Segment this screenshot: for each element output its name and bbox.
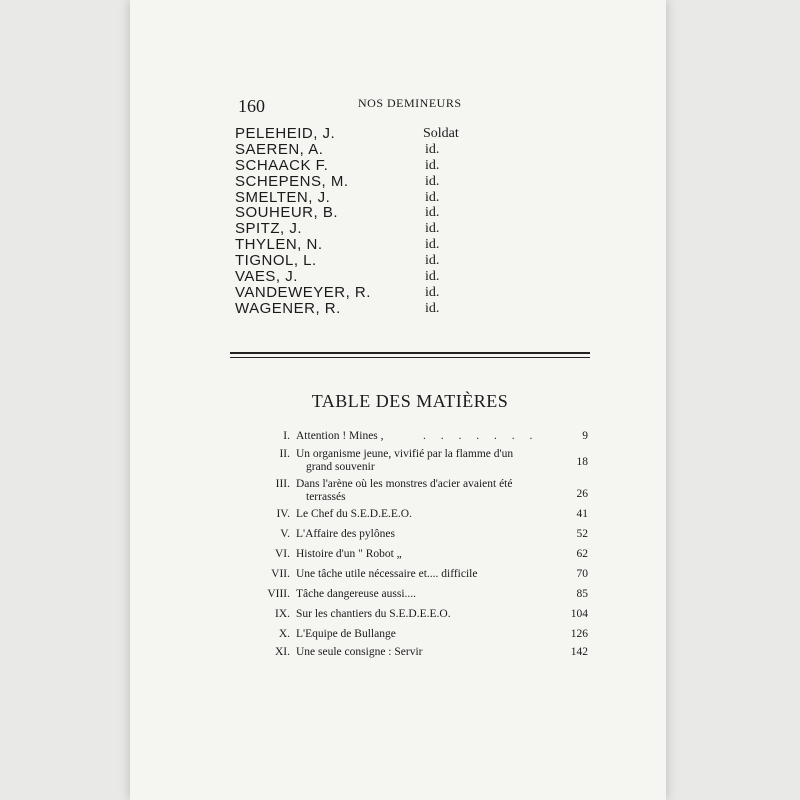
toc-number: XI. xyxy=(274,646,290,658)
toc-entry-line1: Un organisme jeune, vivifié par la flamme d'un xyxy=(296,448,514,460)
roster-row xyxy=(235,205,535,221)
toc-number: IV. xyxy=(276,508,290,520)
roster-name: THYLEN, N. xyxy=(235,236,323,254)
toc-number: IX. xyxy=(274,608,290,620)
roster-name: SMELTEN, J. xyxy=(235,188,331,206)
toc-number: II. xyxy=(279,448,290,460)
toc-entry-line2: terrassés xyxy=(306,491,346,503)
book-page xyxy=(130,0,666,800)
roster-rank: id. xyxy=(425,173,440,189)
toc-number: VIII. xyxy=(267,588,290,600)
toc-entry-title: Une tâche utile nécessaire et.... difficile xyxy=(296,568,478,580)
roster-row xyxy=(235,237,535,253)
toc-number: I. xyxy=(283,430,290,442)
toc-entry-title xyxy=(296,448,546,474)
toc-entry-title: Tâche dangereuse aussi.... xyxy=(296,588,417,600)
toc-page-number: 85 xyxy=(576,588,588,600)
double-rule-bottom xyxy=(230,357,590,358)
toc-entry-title: Une seule consigne : Servir xyxy=(296,646,423,658)
toc-page-number: 62 xyxy=(576,548,588,560)
toc-page-number: 104 xyxy=(570,608,588,620)
page-header xyxy=(238,96,598,116)
roster-row xyxy=(235,190,535,206)
roster-name: SOUHEUR, B. xyxy=(235,204,339,222)
roster-row xyxy=(235,285,535,301)
page-number: 160 xyxy=(238,96,265,116)
roster-rank: id. xyxy=(425,157,440,173)
toc-number: VI. xyxy=(274,548,290,560)
double-rule-top xyxy=(230,352,590,354)
roster-row xyxy=(235,301,535,317)
roster-name: SAEREN, A. xyxy=(235,140,324,158)
toc-entry-title: Histoire d'un " Robot „ xyxy=(296,548,402,560)
roster-row xyxy=(235,142,535,158)
roster-rank: id. xyxy=(425,189,440,205)
roster-name: PELEHEID, J. xyxy=(235,125,336,142)
toc-entry-title: L'Affaire des pylônes xyxy=(296,528,395,540)
toc-page-number: 18 xyxy=(576,456,588,468)
roster-name: WAGENER, R. xyxy=(235,299,341,317)
toc-title: TABLE DES MATIÈRES xyxy=(311,391,509,411)
roster-name: SCHAACK F. xyxy=(235,156,329,174)
running-title: NOS DEMINEURS xyxy=(358,96,462,110)
toc-entry-title: Attention ! Mines , xyxy=(296,430,384,442)
roster-rank: id. xyxy=(425,141,440,157)
roster-list xyxy=(235,126,535,317)
roster-rank: id. xyxy=(425,253,440,269)
roster-row xyxy=(235,174,535,190)
roster-row xyxy=(235,126,535,142)
toc-entry-title xyxy=(296,478,546,504)
toc-number: V. xyxy=(280,528,290,540)
roster-row xyxy=(235,253,535,269)
roster-name: VANDEWEYER, R. xyxy=(235,283,371,301)
roster-name: TIGNOL, L. xyxy=(235,252,317,270)
roster-rank: id. xyxy=(425,221,440,237)
toc-number: VII. xyxy=(271,568,290,580)
roster-rank: Soldat xyxy=(423,126,459,141)
toc-entry-line2: grand souvenir xyxy=(306,461,375,473)
roster-rank: id. xyxy=(425,284,440,300)
toc-page-number: 70 xyxy=(576,568,588,580)
roster-rank: id. xyxy=(425,237,440,253)
toc-entry-line1: Dans l'arène où les monstres d'acier avaient été xyxy=(296,478,513,490)
roster-row xyxy=(235,269,535,285)
roster-name: SPITZ, J. xyxy=(235,220,303,238)
toc-entry-title: L'Equipe de Bullange xyxy=(296,628,396,640)
roster-rank: id. xyxy=(425,205,440,221)
roster-name: SCHEPENS, M. xyxy=(235,172,349,190)
toc-entry-title: Le Chef du S.E.D.E.E.O. xyxy=(296,508,412,520)
toc-page-number: 26 xyxy=(576,488,588,500)
toc-page-number: 9 xyxy=(582,430,588,442)
toc-number: III. xyxy=(275,478,290,490)
roster-name: VAES, J. xyxy=(235,268,298,286)
toc-leader-dots: . . . . . . . xyxy=(423,430,539,442)
toc-page-number: 126 xyxy=(570,628,588,640)
toc-page-number: 41 xyxy=(576,508,588,520)
roster-row xyxy=(235,221,535,237)
toc-entry-title: Sur les chantiers du S.E.D.E.E.O. xyxy=(296,608,451,620)
roster-row xyxy=(235,158,535,174)
toc-page-number: 52 xyxy=(576,528,588,540)
roster-rank: id. xyxy=(425,300,440,316)
toc-page-number: 142 xyxy=(570,646,588,658)
roster-rank: id. xyxy=(425,269,440,285)
toc-number: X. xyxy=(278,628,290,640)
